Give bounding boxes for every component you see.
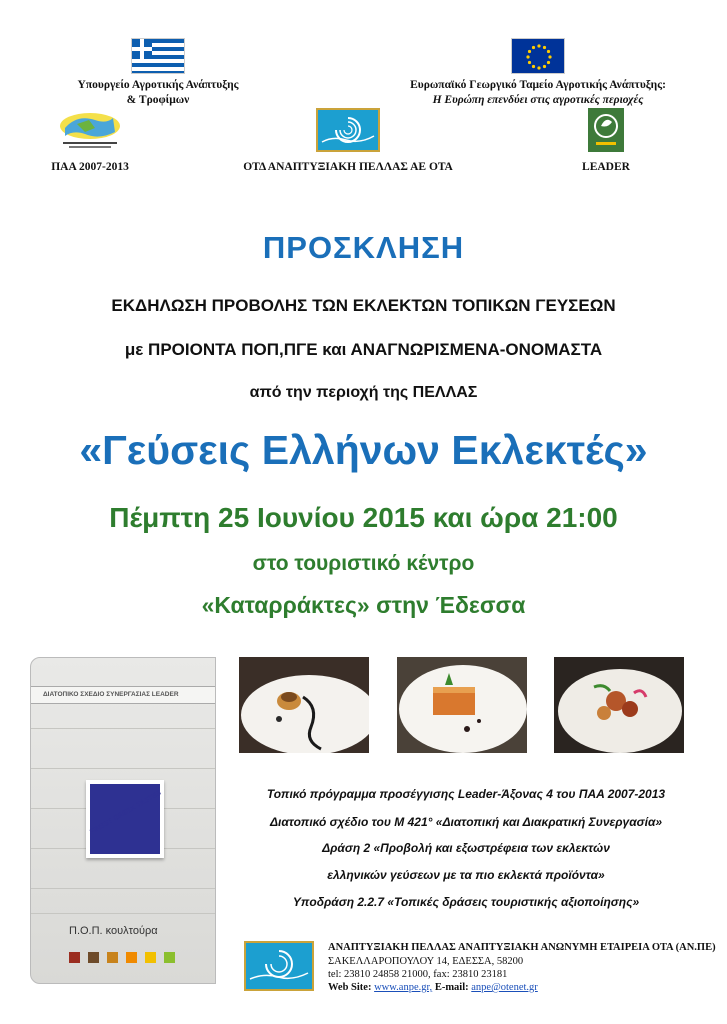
program-line-4: ελληνικών γεύσεων με τα πιο εκλεκτά προϊόντα»	[327, 868, 605, 882]
email-label: E-mail:	[434, 982, 469, 993]
program-line-5: Υποδράση 2.2.7 «Τοπικές δράσεις τουριστικής αξιοποίησης»	[292, 895, 640, 909]
color-swatch	[107, 952, 118, 963]
food-photo-3	[554, 657, 684, 753]
color-swatch	[88, 952, 99, 963]
brochure-pop-text: Π.Ο.Π. κουλτούρα	[69, 925, 158, 937]
website-link[interactable]: www.anpe.gr,	[374, 982, 433, 993]
color-swatch	[126, 952, 137, 963]
program-line-2: Διατοπικό σχέδιο του Μ 421° «Διατοπική και Διακρατική Συνεργασία»	[269, 815, 663, 829]
ministry-line-1: Υπουργείο Αγροτικής Ανάπτυξης	[77, 79, 239, 91]
email-link[interactable]: anpe@otenet.gr	[471, 982, 538, 993]
color-swatch	[145, 952, 156, 963]
brochure-tile-text: FINEST GREEK TASTES	[89, 789, 163, 837]
event-date: Πέμπτη 25 Ιουνίου 2015 και ώρα 21:00	[109, 502, 618, 533]
footer-org: ΑΝΑΠΤΥΞΙΑΚΗ ΠΕΛΛΑΣ ΑΝΑΠΤΥΞΙΑΚΗ ΑΝΩΝΥΜΗ ΕΤΑΙΡΕΙΑ ΟΤΑ (ΑΝ.ΠΕ)	[328, 942, 716, 953]
paa-label: ΠΑΑ 2007-2013	[51, 161, 129, 173]
venue-line-1: στο τουριστικό κέντρο	[252, 552, 475, 575]
leader-label: LEADER	[582, 161, 630, 173]
ministry-label	[40, 78, 276, 108]
otd-label: ΟΤΔ ΑΝΑΠΤΥΞΙΑΚΗ ΠΕΛΛΑΣ ΑΕ ΟΤΑ	[243, 161, 453, 173]
footer-contact	[328, 981, 538, 994]
food-photo-1	[239, 657, 369, 753]
paa-logo-icon	[55, 110, 125, 154]
anpe-footer-logo-icon	[244, 941, 314, 991]
program-line-3: Δράση 2 «Προβολή και εξωστρέφεια των εκλεκτών	[322, 841, 610, 855]
anpe-logo-icon	[316, 108, 380, 152]
color-swatch	[164, 952, 175, 963]
ministry-line-2: & Τροφίμων	[126, 94, 190, 106]
brochure-image	[30, 657, 216, 984]
brochure-band-text: ΔΙΑΤΟΠΙΚΟ ΣΧΕΔΙΟ ΣΥΝΕΡΓΑΣΙΑΣ LEADER	[31, 686, 215, 704]
eu-fund-line-1: Ευρωπαϊκό Γεωργικό Ταμείο Αγροτικής Ανάπτυξης:	[410, 79, 666, 91]
event-description-line-2: με ΠΡΟΙΟΝΤΑ ΠΟΠ,ΠΓΕ και ΑΝΑΓΝΩΡΙΣΜΕΝΑ-ΟΝΟΜΑΣΤΑ	[124, 340, 603, 359]
finest-greek-tastes-tile	[86, 780, 164, 858]
footer-address: ΣΑΚΕΛΛΑΡΟΠΟΥΛΟΥ 14, ΕΔΕΣΣΑ, 58200	[328, 956, 524, 967]
web-label: Web Site:	[328, 982, 372, 993]
program-line-1: Τοπικό πρόγραμμα προσέγγισης Leader-Άξονας 4 του ΠΑΑ 2007-2013	[266, 787, 666, 801]
eu-flag-icon	[511, 38, 565, 74]
event-description-line-1: ΕΚΔΗΛΩΣΗ ΠΡΟΒΟΛΗΣ ΤΩΝ ΕΚΛΕΚΤΩΝ ΤΟΠΙΚΩΝ ΓΕΥΣΕΩΝ	[111, 296, 616, 315]
eu-fund-label	[370, 78, 706, 108]
event-description-line-3: από την περιοχή της ΠΕΛΛΑΣ	[249, 384, 478, 401]
leader-logo-icon	[588, 108, 624, 152]
venue-line-2: «Καταρράκτες» στην Έδεσσα	[201, 592, 526, 618]
event-name: «Γεύσεις Ελλήνων Εκλεκτές»	[79, 427, 648, 473]
eu-fund-line-2: Η Ευρώπη επενδύει στις αγροτικές περιοχές	[432, 94, 644, 106]
color-swatch	[69, 952, 80, 963]
page-title: ΠΡΟΣΚΛΗΣΗ	[262, 230, 465, 265]
food-photo-2	[397, 657, 527, 753]
greek-flag-icon	[131, 38, 185, 74]
footer-phones: tel: 23810 24858 21000, fax: 23810 23181	[328, 969, 508, 980]
